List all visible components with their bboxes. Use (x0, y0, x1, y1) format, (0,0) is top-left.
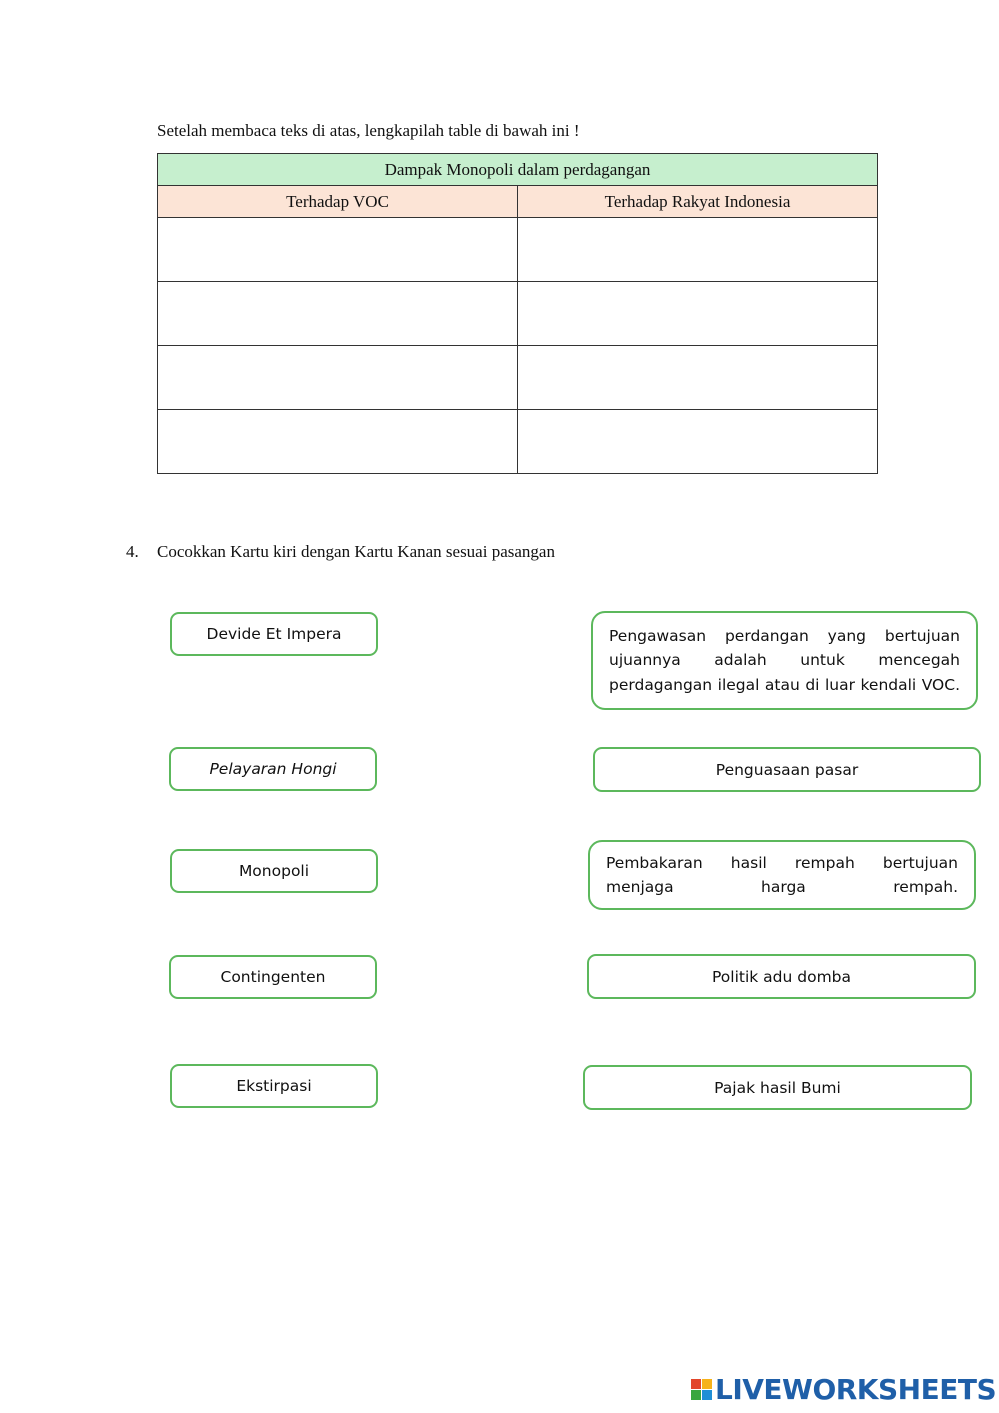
column-header-rakyat: Terhadap Rakyat Indonesia (518, 186, 878, 218)
right-card-text: Pembakaran hasil rempah bertujuan menjaga harga rempah. (606, 853, 958, 896)
column-header-voc: Terhadap VOC (158, 186, 518, 218)
table-row (158, 410, 878, 474)
impact-table (157, 153, 878, 474)
table-row (158, 218, 878, 282)
answer-cell-rakyat-4[interactable] (518, 410, 878, 474)
left-card-devide-et-impera[interactable]: Devide Et Impera (170, 612, 378, 656)
right-card-pajak-hasil-bumi[interactable]: Pajak hasil Bumi (583, 1065, 972, 1110)
answer-cell-voc-2[interactable] (158, 282, 518, 346)
right-card-pembakaran[interactable] (588, 840, 976, 910)
left-card-ekstirpasi[interactable]: Ekstirpasi (170, 1064, 378, 1108)
right-card-penguasaan-pasar[interactable]: Penguasaan pasar (593, 747, 981, 792)
instruction-text: Setelah membaca teks di atas, lengkapilah table di bawah ini ! (157, 121, 580, 140)
table-row (158, 346, 878, 410)
answer-cell-rakyat-1[interactable] (518, 218, 878, 282)
question-4 (126, 542, 555, 562)
right-card-pengawasan[interactable] (591, 611, 978, 710)
answer-cell-rakyat-2[interactable] (518, 282, 878, 346)
right-card-text: Pengawasan perdangan yang bertujuan ujuannya adalah untuk mencegah perdagangan ilegal atau di luar kendali VOC. (609, 626, 960, 694)
liveworksheets-logo (691, 1373, 996, 1406)
left-card-monopoli[interactable]: Monopoli (170, 849, 378, 893)
answer-cell-voc-3[interactable] (158, 346, 518, 410)
answer-cell-voc-1[interactable] (158, 218, 518, 282)
logo-text: LIVEWORKSHEETS (715, 1373, 997, 1406)
question-number: 4. (126, 542, 139, 561)
left-card-contingenten[interactable]: Contingenten (169, 955, 377, 999)
table-row (158, 282, 878, 346)
answer-cell-voc-4[interactable] (158, 410, 518, 474)
answer-cell-rakyat-3[interactable] (518, 346, 878, 410)
table-title: Dampak Monopoli dalam perdagangan (158, 154, 878, 186)
question-text: Cocokkan Kartu kiri dengan Kartu Kanan sesuai pasangan (157, 542, 555, 561)
logo-mark-icon (691, 1379, 712, 1400)
left-card-pelayaran-hongi[interactable]: Pelayaran Hongi (169, 747, 377, 791)
right-card-politik-adu-domba[interactable]: Politik adu domba (587, 954, 976, 999)
